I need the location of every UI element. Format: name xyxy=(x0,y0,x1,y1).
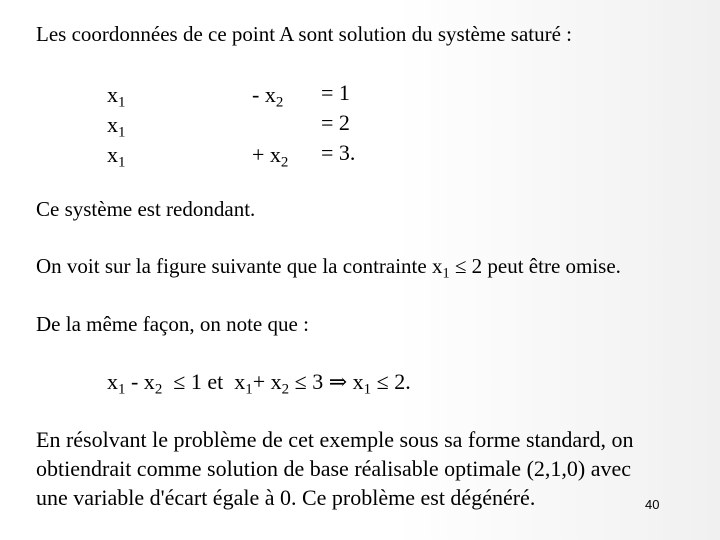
conclusion-paragraph xyxy=(36,425,633,512)
system-col-x2 xyxy=(252,80,288,170)
conclusion-line-1: En résolvant le problème de cet exemple sous sa forme standard, on xyxy=(36,427,634,452)
page-number: 40 xyxy=(645,497,660,512)
row2-rhs: = 2 xyxy=(321,110,350,135)
row1-rhs: = 1 xyxy=(321,80,350,105)
implication-line: $x_1 - x_2 \le 1$ et $x_1+ x_2 \le 3$ ⇒ $x_1 \le 2$. xyxy=(107,369,411,398)
conclusion-line-3: une variable d'écart égale à 0. Ce problème est dégénéré. xyxy=(36,485,536,510)
row2-x1: $x_1$ xyxy=(107,112,126,141)
system-col-rhs xyxy=(321,78,355,168)
row3-x2: + $x_2$ xyxy=(252,142,289,171)
conclusion-line-2: obtiendrait comme solution de base réalisable optimale (2,1,0) avec xyxy=(36,456,632,481)
row1-x1: $x_1$ xyxy=(107,82,126,111)
row3-x1: $x_1$ xyxy=(107,142,126,171)
meme-facon-line: De la même façon, on note que : xyxy=(36,312,309,336)
figure-line: On voit sur la figure suivante que la contrainte $x_1 \le 2$ peut être omise. xyxy=(36,254,621,282)
row1-x2: - $x_2$ xyxy=(252,82,284,111)
redondant-line: Ce système est redondant. xyxy=(36,197,256,221)
system-col-x1 xyxy=(107,80,125,170)
row2-x2 xyxy=(252,110,288,140)
intro-line: Les coordonnées de ce point A sont solution du système saturé : xyxy=(36,22,572,46)
row3-rhs: = 3. xyxy=(321,140,356,165)
